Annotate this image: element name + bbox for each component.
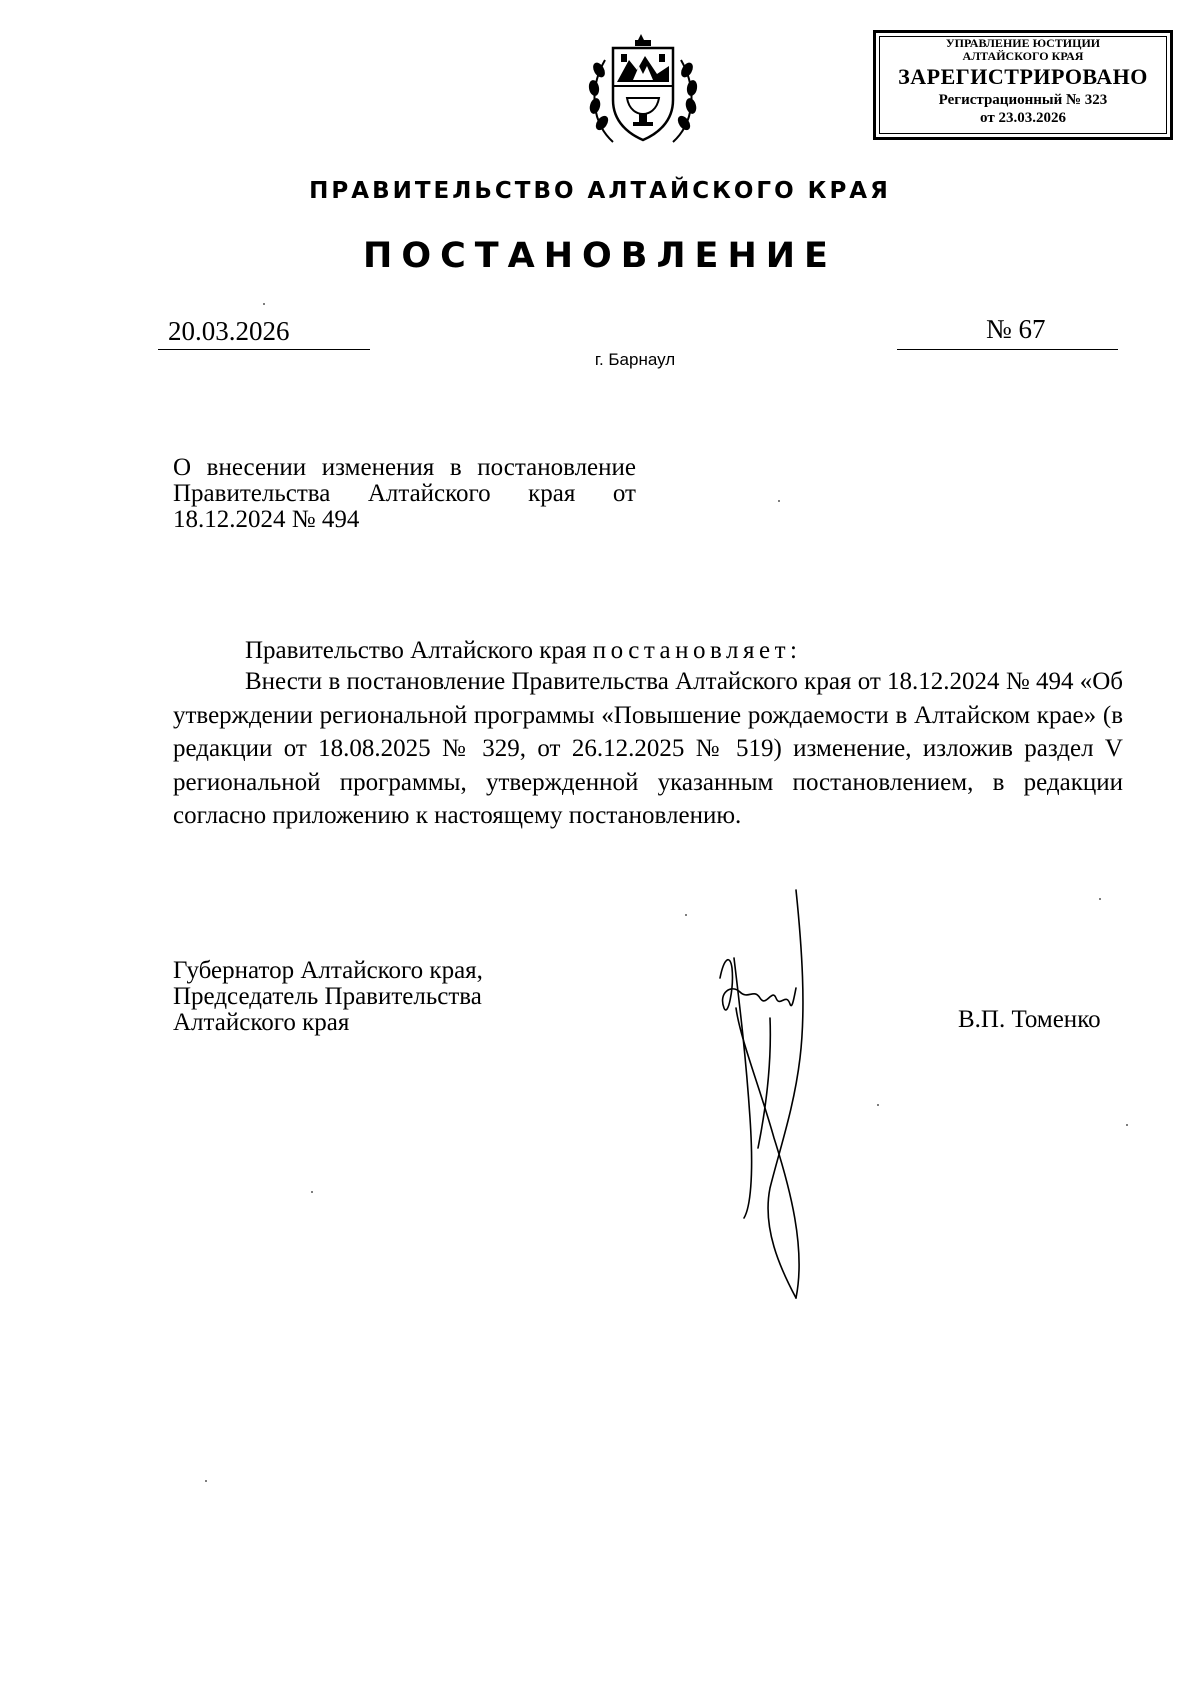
- decree-date: 20.03.2026: [168, 316, 290, 346]
- coat-of-arms-emblem: [583, 30, 703, 152]
- scan-speck: [205, 1480, 207, 1482]
- stamp-reg-date: от 23.03.2026: [980, 110, 1066, 126]
- preamble: [245, 634, 801, 667]
- stamp-reg-number: Регистрационный № 323: [938, 92, 1108, 108]
- stamp-agency-line2: АЛТАЙСКОГО КРАЯ: [962, 49, 1084, 63]
- issue-city: г. Барнаул: [594, 350, 676, 369]
- scan-speck: [685, 914, 687, 916]
- preamble-verb: постановляет:: [592, 637, 802, 664]
- decree-subject: О внесении изменения в постановление Правительства Алтайского края от 18.12.2024 № 494: [173, 454, 636, 533]
- preamble-lead: Правительство Алтайского края: [245, 637, 593, 664]
- signatory-position: Губернатор Алтайского края, Председатель Правительства Алтайского края: [173, 957, 483, 1036]
- registration-stamp: [873, 30, 1173, 140]
- scan-speck: [1126, 1124, 1128, 1126]
- decree-number: № 67: [986, 314, 1046, 344]
- scan-speck: [263, 303, 265, 305]
- document-type-title: ПОСТАНОВЛЕНИЕ: [363, 236, 837, 276]
- stamp-status: ЗАРЕГИСТРИРОВАНО: [898, 64, 1148, 89]
- handwritten-signature: [710, 888, 850, 1300]
- scan-speck: [877, 1104, 879, 1106]
- scan-speck: [778, 500, 780, 502]
- scan-speck: [311, 1191, 313, 1193]
- scan-speck: [1099, 898, 1101, 900]
- signatory-name: В.П. Томенко: [958, 1006, 1101, 1033]
- stamp-agency-line1: УПРАВЛЕНИЕ ЮСТИЦИИ: [945, 36, 1101, 50]
- issuing-authority: ПРАВИТЕЛЬСТВО АЛТАЙСКОГО КРАЯ: [309, 178, 891, 204]
- decree-body-text: Внести в постановление Правительства Алтайского края от 18.12.2024 № 494 «Об утверждении региональной программы «Повышение рождаемости в Алтайском крае» (в редакции от 18.08.2025 № 329, от 26.12.2025 № 519) изменение, изложив раздел V региональной программы, утвержденной указанным постановлением, в редакции согласно приложению к настоящему постановлению.: [173, 668, 1123, 829]
